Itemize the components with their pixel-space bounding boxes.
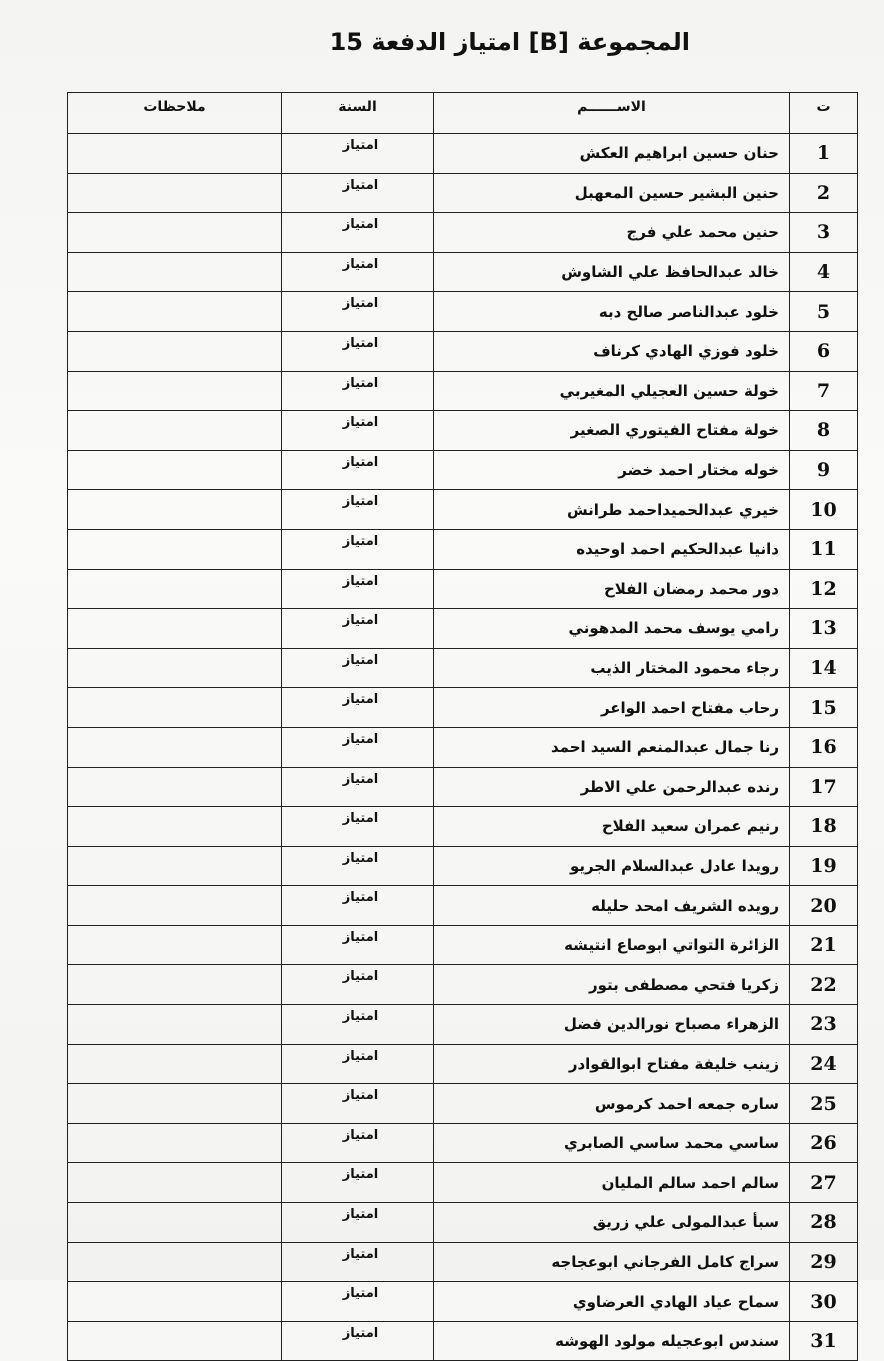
table-row xyxy=(68,727,858,767)
row-number: 25 xyxy=(790,1084,858,1124)
table-body xyxy=(68,134,858,1361)
row-number: 6 xyxy=(790,331,858,371)
row-name: سماح عياد الهادي العرضاوي xyxy=(434,1282,790,1322)
table-row xyxy=(68,807,858,847)
row-year: امتياز xyxy=(282,1044,434,1084)
row-notes xyxy=(68,965,282,1005)
row-notes xyxy=(68,331,282,371)
row-notes xyxy=(68,925,282,965)
row-number: 8 xyxy=(790,411,858,451)
table-row xyxy=(68,1242,858,1282)
row-year: امتياز xyxy=(282,1242,434,1282)
row-name: ساره جمعه احمد كرموس xyxy=(434,1084,790,1124)
row-number: 18 xyxy=(790,807,858,847)
row-year: امتياز xyxy=(282,252,434,292)
row-year: امتياز xyxy=(282,767,434,807)
row-notes xyxy=(68,1163,282,1203)
row-name: رويده الشريف امحد حليله xyxy=(434,886,790,926)
row-notes xyxy=(68,1321,282,1361)
row-number: 23 xyxy=(790,1005,858,1045)
row-number: 24 xyxy=(790,1044,858,1084)
table-row xyxy=(68,925,858,965)
table-row xyxy=(68,965,858,1005)
row-name: الزائرة التواتي ابوصاع انتيشه xyxy=(434,925,790,965)
table-row xyxy=(68,1203,858,1243)
table-row xyxy=(68,411,858,451)
row-name: سراج كامل الفرجاني ابوعجاجه xyxy=(434,1242,790,1282)
row-year: امتياز xyxy=(282,886,434,926)
table-header-row xyxy=(68,93,858,134)
row-notes xyxy=(68,1282,282,1322)
table-row xyxy=(68,173,858,213)
row-notes xyxy=(68,371,282,411)
table-row xyxy=(68,1044,858,1084)
row-year: امتياز xyxy=(282,450,434,490)
row-year: امتياز xyxy=(282,490,434,530)
row-number: 27 xyxy=(790,1163,858,1203)
row-name: خولة حسين العجيلي المغيربي xyxy=(434,371,790,411)
row-number: 13 xyxy=(790,609,858,649)
table-row xyxy=(68,1084,858,1124)
row-name: رجاء محمود المختار الذيب xyxy=(434,648,790,688)
header-notes: ملاحظات xyxy=(68,93,282,134)
row-year: امتياز xyxy=(282,173,434,213)
table-row xyxy=(68,1282,858,1322)
row-notes xyxy=(68,134,282,174)
table-row xyxy=(68,213,858,253)
row-name: ساسي محمد ساسي الصابري xyxy=(434,1123,790,1163)
table-row xyxy=(68,886,858,926)
table-row xyxy=(68,1005,858,1045)
table-row xyxy=(68,609,858,649)
row-year: امتياز xyxy=(282,569,434,609)
table-row xyxy=(68,450,858,490)
row-name: سبأ عبدالمولى علي زريق xyxy=(434,1203,790,1243)
row-name: زينب خليفة مفتاح ابوالقوادر xyxy=(434,1044,790,1084)
row-notes xyxy=(68,411,282,451)
row-name: رنيم عمران سعيد الفلاح xyxy=(434,807,790,847)
row-name: الزهراء مصباح نورالدين فضل xyxy=(434,1005,790,1045)
table-row xyxy=(68,134,858,174)
row-name: رحاب مفتاح احمد الواعر xyxy=(434,688,790,728)
row-name: خيري عبدالحميداحمد طرانش xyxy=(434,490,790,530)
row-name: خلود عبدالناصر صالح دبه xyxy=(434,292,790,332)
row-notes xyxy=(68,1242,282,1282)
header-number: ت xyxy=(790,93,858,134)
table-row xyxy=(68,490,858,530)
row-notes xyxy=(68,807,282,847)
row-year: امتياز xyxy=(282,1084,434,1124)
row-name: دور محمد رمضان الفلاح xyxy=(434,569,790,609)
row-name: حنين محمد علي فرج xyxy=(434,213,790,253)
row-number: 22 xyxy=(790,965,858,1005)
row-notes xyxy=(68,450,282,490)
table-row xyxy=(68,767,858,807)
row-notes xyxy=(68,569,282,609)
row-notes xyxy=(68,846,282,886)
header-year: السنة xyxy=(282,93,434,134)
header-name: الاســــــم xyxy=(434,93,790,134)
row-notes xyxy=(68,767,282,807)
row-notes xyxy=(68,173,282,213)
row-year: امتياز xyxy=(282,331,434,371)
row-number: 29 xyxy=(790,1242,858,1282)
row-name: رويدا عادل عبدالسلام الجريو xyxy=(434,846,790,886)
row-number: 9 xyxy=(790,450,858,490)
students-table xyxy=(67,92,858,1361)
row-year: امتياز xyxy=(282,1123,434,1163)
row-year: امتياز xyxy=(282,371,434,411)
table-row xyxy=(68,1123,858,1163)
row-notes xyxy=(68,1123,282,1163)
row-number: 21 xyxy=(790,925,858,965)
row-year: امتياز xyxy=(282,292,434,332)
row-year: امتياز xyxy=(282,609,434,649)
table-row xyxy=(68,371,858,411)
row-notes xyxy=(68,688,282,728)
table-row xyxy=(68,688,858,728)
row-name: زكريا فتحي مصطفى بتور xyxy=(434,965,790,1005)
table-row xyxy=(68,252,858,292)
row-number: 20 xyxy=(790,886,858,926)
row-number: 31 xyxy=(790,1321,858,1361)
row-number: 12 xyxy=(790,569,858,609)
row-number: 3 xyxy=(790,213,858,253)
row-number: 2 xyxy=(790,173,858,213)
row-year: امتياز xyxy=(282,925,434,965)
table-row xyxy=(68,846,858,886)
table-row xyxy=(68,292,858,332)
row-number: 15 xyxy=(790,688,858,728)
row-number: 4 xyxy=(790,252,858,292)
table-row xyxy=(68,1163,858,1203)
row-notes xyxy=(68,490,282,530)
row-number: 14 xyxy=(790,648,858,688)
row-number: 30 xyxy=(790,1282,858,1322)
row-notes xyxy=(68,609,282,649)
table-row xyxy=(68,648,858,688)
row-year: امتياز xyxy=(282,727,434,767)
row-notes xyxy=(68,213,282,253)
row-number: 11 xyxy=(790,529,858,569)
row-name: خلود فوزي الهادي كرناف xyxy=(434,331,790,371)
row-name: خالد عبدالحافظ علي الشاوش xyxy=(434,252,790,292)
table-row xyxy=(68,569,858,609)
row-year: امتياز xyxy=(282,965,434,1005)
row-notes xyxy=(68,886,282,926)
row-number: 26 xyxy=(790,1123,858,1163)
row-name: رنده عبدالرحمن علي الاطر xyxy=(434,767,790,807)
row-notes xyxy=(68,1084,282,1124)
row-year: امتياز xyxy=(282,688,434,728)
row-notes xyxy=(68,292,282,332)
row-notes xyxy=(68,1203,282,1243)
row-notes xyxy=(68,529,282,569)
row-number: 16 xyxy=(790,727,858,767)
row-year: امتياز xyxy=(282,213,434,253)
row-year: امتياز xyxy=(282,1321,434,1361)
row-notes xyxy=(68,727,282,767)
row-name: خوله مختار احمد خضر xyxy=(434,450,790,490)
row-name: رنا جمال عبدالمنعم السيد احمد xyxy=(434,727,790,767)
row-name: حنين البشير حسين المعهبل xyxy=(434,173,790,213)
row-name: حنان حسين ابراهيم العكش xyxy=(434,134,790,174)
row-year: امتياز xyxy=(282,529,434,569)
row-number: 5 xyxy=(790,292,858,332)
row-name: دانيا عبدالحكيم احمد اوحيده xyxy=(434,529,790,569)
row-name: سالم احمد سالم المليان xyxy=(434,1163,790,1203)
row-year: امتياز xyxy=(282,648,434,688)
row-number: 17 xyxy=(790,767,858,807)
row-year: امتياز xyxy=(282,1282,434,1322)
row-name: سندس ابوعجيله مولود الهوشه xyxy=(434,1321,790,1361)
row-name: رامي يوسف محمد المدهوني xyxy=(434,609,790,649)
row-number: 7 xyxy=(790,371,858,411)
table-row xyxy=(68,529,858,569)
table-row xyxy=(68,331,858,371)
row-year: امتياز xyxy=(282,1163,434,1203)
table-row xyxy=(68,1321,858,1361)
row-notes xyxy=(68,1005,282,1045)
row-notes xyxy=(68,252,282,292)
row-number: 1 xyxy=(790,134,858,174)
row-year: امتياز xyxy=(282,807,434,847)
page-title: المجموعة [B] امتياز الدفعة 15 xyxy=(329,28,690,56)
row-year: امتياز xyxy=(282,411,434,451)
row-number: 28 xyxy=(790,1203,858,1243)
row-number: 10 xyxy=(790,490,858,530)
row-notes xyxy=(68,648,282,688)
row-year: امتياز xyxy=(282,1005,434,1045)
row-year: امتياز xyxy=(282,846,434,886)
row-year: امتياز xyxy=(282,1203,434,1243)
row-year: امتياز xyxy=(282,134,434,174)
row-name: خولة مفتاح الفيتوري الصغير xyxy=(434,411,790,451)
row-notes xyxy=(68,1044,282,1084)
row-number: 19 xyxy=(790,846,858,886)
